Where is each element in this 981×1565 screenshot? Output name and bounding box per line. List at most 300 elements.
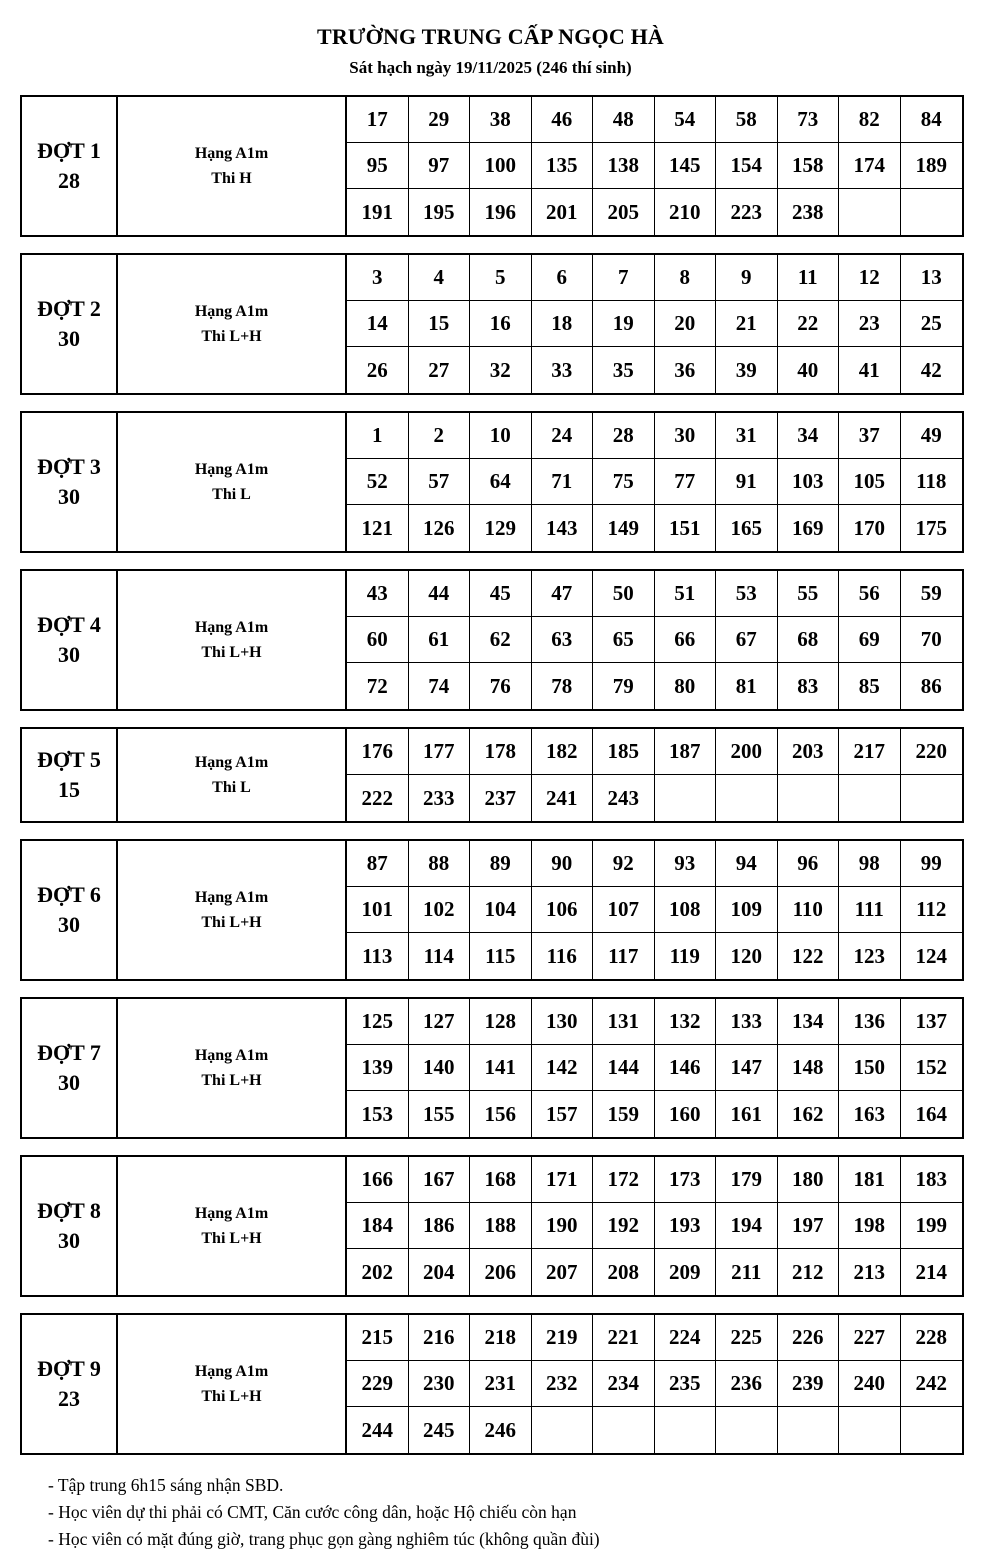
candidate-number: 25 [901,301,963,347]
candidate-number: 120 [716,933,778,979]
candidate-number: 209 [655,1249,717,1295]
candidate-number: 1 [347,413,409,459]
candidate-number: 178 [470,729,532,775]
candidate-number: 172 [593,1157,655,1203]
candidate-number: 180 [778,1157,840,1203]
license-class: Hạng A1m [194,619,269,636]
candidate-number: 69 [839,617,901,663]
candidate-number: 3 [347,255,409,301]
candidate-number: 197 [778,1203,840,1249]
candidate-number: 118 [901,459,963,505]
candidate-number: 206 [470,1249,532,1295]
exam-type: Thi L+H [201,328,262,345]
candidate-number: 39 [716,347,778,393]
candidate-number: 231 [470,1361,532,1407]
candidate-number: 91 [716,459,778,505]
candidate-number: 195 [409,189,471,235]
candidate-number: 12 [839,255,901,301]
exam-type: Thi L+H [201,1072,262,1089]
candidate-number: 204 [409,1249,471,1295]
candidate-number: 6 [532,255,594,301]
candidate-number: 101 [347,887,409,933]
batch-info [118,841,347,979]
batch-info [118,255,347,393]
batch-count: 30 [58,642,80,667]
candidate-number: 141 [470,1045,532,1091]
candidate-number: 34 [778,413,840,459]
candidate-number: 193 [655,1203,717,1249]
batch-info [118,729,347,821]
candidate-number: 4 [409,255,471,301]
batch-table [20,95,964,237]
candidate-number: 33 [532,347,594,393]
batch-name: ĐỢT 4 [37,612,101,637]
license-class: Hạng A1m [194,145,269,162]
candidate-number: 7 [593,255,655,301]
candidate-number: 52 [347,459,409,505]
candidate-number-grid [347,413,962,551]
empty-cell [532,1407,594,1453]
candidate-number: 84 [901,97,963,143]
candidate-number: 138 [593,143,655,189]
candidate-number: 230 [409,1361,471,1407]
batch-label [22,1157,118,1295]
candidate-number: 115 [470,933,532,979]
candidate-number: 239 [778,1361,840,1407]
candidate-number: 240 [839,1361,901,1407]
candidate-number: 145 [655,143,717,189]
candidate-number: 207 [532,1249,594,1295]
candidate-number: 190 [532,1203,594,1249]
candidate-number: 166 [347,1157,409,1203]
candidate-number: 202 [347,1249,409,1295]
batch-info [118,571,347,709]
batch-count: 30 [58,484,80,509]
candidate-number: 194 [716,1203,778,1249]
empty-cell [901,189,963,235]
batch-count: 30 [58,912,80,937]
candidate-number: 9 [716,255,778,301]
note-item: - Học viên dự thi phải có CMT, Căn cước công dân, hoặc Hộ chiếu còn hạn [48,1502,577,1522]
candidate-number: 124 [915,943,947,968]
batch-name: ĐỢT 1 [37,138,101,163]
candidate-number: 245 [409,1407,471,1453]
candidate-number: 68 [778,617,840,663]
candidate-number: 189 [901,143,963,189]
candidate-number: 146 [655,1045,717,1091]
batch-count: 30 [58,1070,80,1095]
candidate-number: 131 [593,999,655,1045]
candidate-number: 102 [409,887,471,933]
candidate-number: 187 [655,729,717,775]
candidate-number: 128 [470,999,532,1045]
candidate-number: 77 [655,459,717,505]
candidate-number: 8 [655,255,717,301]
license-class: Hạng A1m [194,889,269,906]
candidate-number: 218 [470,1315,532,1361]
batch-name: ĐỢT 8 [37,1198,101,1223]
candidate-number: 66 [655,617,717,663]
batch-table [20,727,964,823]
candidate-number: 140 [409,1045,471,1091]
candidate-number: 13 [901,255,963,301]
empty-cell [901,775,963,821]
empty-cell [839,1407,901,1453]
candidate-number: 152 [901,1045,963,1091]
candidate-number: 86 [920,673,942,698]
license-class: Hạng A1m [194,461,269,478]
candidate-number: 134 [778,999,840,1045]
candidate-number: 81 [716,663,778,709]
candidate-number: 224 [655,1315,717,1361]
candidate-number: 241 [532,775,594,821]
license-class: Hạng A1m [194,754,269,771]
candidate-number: 38 [470,97,532,143]
candidate-number: 214 [915,1259,947,1284]
candidate-number: 196 [470,189,532,235]
candidate-number: 168 [470,1157,532,1203]
candidate-number: 171 [532,1157,594,1203]
candidate-number: 46 [532,97,594,143]
candidate-number: 135 [532,143,594,189]
empty-cell [839,189,901,235]
candidate-number: 159 [593,1091,655,1137]
candidate-number: 211 [716,1249,778,1295]
exam-type: Thi L [212,779,251,796]
candidate-number: 80 [655,663,717,709]
candidate-number: 191 [347,189,409,235]
exam-type: Thi L+H [201,1230,262,1247]
candidate-number: 114 [409,933,471,979]
candidate-number: 56 [839,571,901,617]
batch-table [20,839,964,981]
candidate-number: 60 [347,617,409,663]
license-class: Hạng A1m [194,303,269,320]
page-subtitle: Sát hạch ngày 19/11/2025 (246 thí sinh) [349,58,632,77]
candidate-number: 126 [409,505,471,551]
candidate-number-grid [347,841,962,979]
candidate-number: 112 [901,887,963,933]
candidate-number: 176 [347,729,409,775]
candidate-number: 225 [716,1315,778,1361]
candidate-number-grid [347,1157,962,1295]
candidate-number: 181 [839,1157,901,1203]
candidate-number: 127 [409,999,471,1045]
candidate-number: 160 [655,1091,717,1137]
candidate-number: 62 [470,617,532,663]
candidate-number: 48 [593,97,655,143]
batch-info [118,413,347,551]
candidate-number: 157 [532,1091,594,1137]
candidate-number: 82 [839,97,901,143]
candidate-number: 55 [778,571,840,617]
candidate-number: 213 [839,1249,901,1295]
batch-label [22,571,118,709]
candidate-number: 97 [409,143,471,189]
candidate-number: 229 [347,1361,409,1407]
candidate-number: 78 [532,663,594,709]
batch-label [22,413,118,551]
batch-table [20,411,964,553]
candidate-number: 242 [901,1361,963,1407]
candidate-number: 54 [655,97,717,143]
candidate-number: 179 [716,1157,778,1203]
candidate-number: 201 [532,189,594,235]
candidate-number: 16 [470,301,532,347]
candidate-number: 222 [347,775,409,821]
candidate-number: 235 [655,1361,717,1407]
candidate-number: 246 [470,1407,532,1453]
candidate-number: 32 [470,347,532,393]
candidate-number: 93 [655,841,717,887]
candidate-number: 167 [409,1157,471,1203]
candidate-number: 107 [593,887,655,933]
candidate-number: 130 [532,999,594,1045]
candidate-number-grid [347,255,962,393]
candidate-number: 113 [347,933,409,979]
candidate-number: 37 [839,413,901,459]
candidate-number: 35 [593,347,655,393]
batch-label [22,1315,118,1453]
candidate-number: 108 [655,887,717,933]
candidate-number: 2 [409,413,471,459]
candidate-number: 29 [409,97,471,143]
candidate-number: 186 [409,1203,471,1249]
candidate-number: 216 [409,1315,471,1361]
candidate-number: 19 [593,301,655,347]
candidate-number: 47 [532,571,594,617]
candidate-number: 164 [915,1101,947,1126]
candidate-number: 106 [532,887,594,933]
note-item: - Tập trung 6h15 sáng nhận SBD. [48,1475,284,1495]
candidate-number: 238 [778,189,840,235]
exam-type: Thi L+H [201,644,262,661]
candidate-number: 161 [716,1091,778,1137]
candidate-number: 92 [593,841,655,887]
candidate-number: 100 [470,143,532,189]
candidate-number: 121 [347,505,409,551]
candidate-number: 50 [593,571,655,617]
batch-info [118,1315,347,1453]
candidate-number: 30 [655,413,717,459]
candidate-number: 205 [593,189,655,235]
candidate-number: 98 [839,841,901,887]
candidate-number: 133 [716,999,778,1045]
candidate-number: 183 [901,1157,963,1203]
candidate-number-grid [347,729,962,821]
candidate-number: 75 [593,459,655,505]
license-class: Hạng A1m [194,1363,269,1380]
candidate-number: 212 [778,1249,840,1295]
empty-cell [716,1407,778,1453]
batch-table [20,569,964,711]
candidate-number: 36 [655,347,717,393]
candidate-number: 63 [532,617,594,663]
candidate-number: 79 [593,663,655,709]
candidate-number: 49 [901,413,963,459]
candidate-number: 210 [655,189,717,235]
batch-label [22,729,118,821]
batch-count: 28 [58,168,80,193]
empty-cell [778,775,840,821]
candidate-number: 174 [839,143,901,189]
notes [48,1472,600,1553]
candidate-number: 221 [593,1315,655,1361]
candidate-number: 192 [593,1203,655,1249]
candidate-number: 71 [532,459,594,505]
candidate-number: 59 [901,571,963,617]
batch-name: ĐỢT 6 [37,882,101,907]
batch-table [20,253,964,395]
candidate-number: 243 [593,775,655,821]
candidate-number: 89 [470,841,532,887]
candidate-number: 17 [347,97,409,143]
candidate-number: 24 [532,413,594,459]
candidate-number: 94 [716,841,778,887]
candidate-number: 151 [655,505,717,551]
candidate-number: 58 [716,97,778,143]
batch-label [22,841,118,979]
license-class: Hạng A1m [194,1205,269,1222]
candidate-number: 223 [716,189,778,235]
candidate-number: 53 [716,571,778,617]
candidate-number: 219 [532,1315,594,1361]
candidate-number-grid [347,1315,962,1453]
candidate-number: 88 [409,841,471,887]
candidate-number: 136 [839,999,901,1045]
batch-info [118,97,347,235]
page-title: TRƯỜNG TRUNG CẤP NGỌC HÀ [316,24,665,49]
candidate-number: 74 [409,663,471,709]
candidate-number: 200 [716,729,778,775]
candidate-number: 70 [901,617,963,663]
batch-count: 23 [58,1386,80,1411]
candidate-number: 103 [778,459,840,505]
candidate-number: 208 [593,1249,655,1295]
candidate-number: 14 [347,301,409,347]
candidate-number: 87 [347,841,409,887]
candidate-number: 220 [901,729,963,775]
candidate-number: 155 [409,1091,471,1137]
candidate-number: 154 [716,143,778,189]
candidate-number: 27 [409,347,471,393]
candidate-number: 110 [778,887,840,933]
candidate-number: 72 [347,663,409,709]
empty-cell [778,1407,840,1453]
candidate-number: 232 [532,1361,594,1407]
batch-info [118,999,347,1137]
candidate-number: 40 [778,347,840,393]
candidate-number: 42 [920,357,942,382]
candidate-number: 10 [470,413,532,459]
candidate-number: 117 [593,933,655,979]
candidate-number: 217 [839,729,901,775]
candidate-number: 43 [347,571,409,617]
batch-label [22,97,118,235]
candidate-number: 67 [716,617,778,663]
candidate-number: 64 [470,459,532,505]
candidate-number: 83 [778,663,840,709]
candidate-number: 236 [716,1361,778,1407]
candidate-number: 165 [716,505,778,551]
batch-table [20,1155,964,1297]
empty-cell [655,1407,717,1453]
batch-name: ĐỢT 5 [37,747,101,772]
empty-cell [593,1407,655,1453]
candidate-number: 142 [532,1045,594,1091]
candidate-number: 244 [347,1407,409,1453]
candidate-number: 228 [901,1315,963,1361]
batch-label [22,999,118,1137]
candidate-number: 85 [839,663,901,709]
batch-name: ĐỢT 7 [37,1040,101,1065]
candidate-number: 162 [778,1091,840,1137]
batch-count: 30 [58,326,80,351]
candidate-number: 175 [915,515,947,540]
exam-type: Thi L [212,486,251,503]
candidate-number: 185 [593,729,655,775]
candidate-number: 173 [655,1157,717,1203]
candidate-number: 137 [901,999,963,1045]
candidate-number: 153 [347,1091,409,1137]
candidate-number: 150 [839,1045,901,1091]
empty-cell [716,775,778,821]
batch-info [118,1157,347,1295]
candidate-number: 233 [409,775,471,821]
candidate-number: 95 [347,143,409,189]
empty-cell [839,775,901,821]
candidate-number: 169 [778,505,840,551]
candidate-number: 105 [839,459,901,505]
exam-type: Thi L+H [201,914,262,931]
candidate-number: 109 [716,887,778,933]
candidate-number: 41 [839,347,901,393]
candidate-number: 116 [532,933,594,979]
candidate-number-grid [347,999,962,1137]
candidate-number: 28 [593,413,655,459]
candidate-number: 125 [347,999,409,1045]
candidate-number: 44 [409,571,471,617]
candidate-number: 45 [470,571,532,617]
candidate-number: 90 [532,841,594,887]
candidate-number: 57 [409,459,471,505]
candidate-number: 170 [839,505,901,551]
empty-cell [655,775,717,821]
candidate-number: 51 [655,571,717,617]
candidate-number: 144 [593,1045,655,1091]
candidate-number: 31 [716,413,778,459]
candidate-number: 132 [655,999,717,1045]
candidate-number-grid [347,97,962,235]
batch-name: ĐỢT 3 [37,454,101,479]
candidate-number: 177 [409,729,471,775]
batch-name: ĐỢT 2 [37,296,101,321]
candidate-number: 11 [778,255,840,301]
candidate-number: 104 [470,887,532,933]
candidate-number: 147 [716,1045,778,1091]
candidate-number: 143 [532,505,594,551]
candidate-number: 5 [470,255,532,301]
candidate-number: 215 [347,1315,409,1361]
candidate-number: 184 [347,1203,409,1249]
batch-table [20,997,964,1139]
candidate-number: 149 [593,505,655,551]
candidate-number: 158 [778,143,840,189]
empty-cell [901,1407,963,1453]
candidate-number: 23 [839,301,901,347]
candidate-number: 198 [839,1203,901,1249]
exam-type: Thi L+H [201,1388,262,1405]
